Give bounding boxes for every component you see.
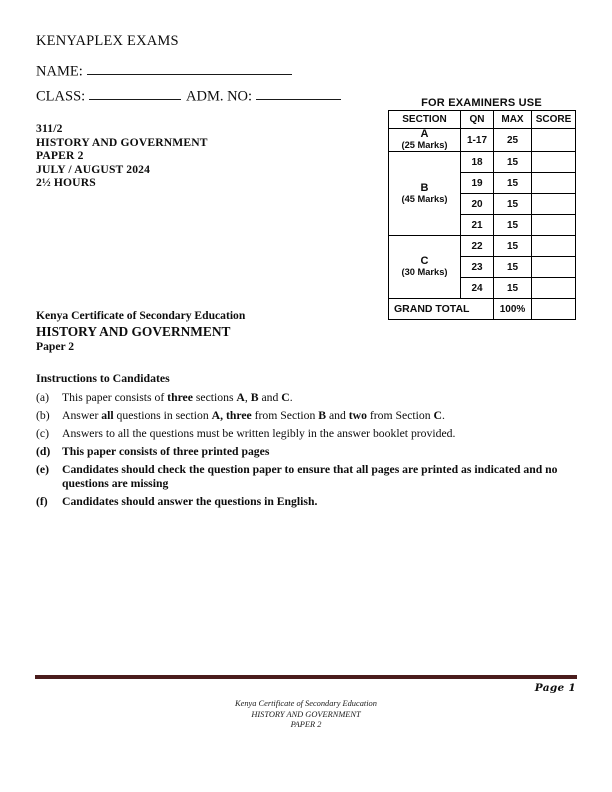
column-header-qn: QN (461, 111, 494, 129)
footer-line-2: HISTORY AND GOVERNMENT (251, 709, 361, 719)
max-marks-cell: 15 (494, 278, 532, 299)
instruction-text: Candidates should answer the questions in English. (62, 494, 318, 508)
name-input-line[interactable] (87, 62, 292, 75)
instruction-marker: (c) (36, 426, 49, 440)
question-number-cell: 19 (461, 173, 494, 194)
footer-divider (35, 675, 577, 679)
question-number-cell: 20 (461, 194, 494, 215)
instruction-marker: (e) (36, 462, 49, 476)
examiners-table-body (389, 129, 576, 320)
instructions-title: Instructions to Candidates (36, 371, 170, 385)
section-marks: (45 Marks) (401, 193, 448, 204)
max-marks-cell: 15 (494, 215, 532, 236)
column-header-section: SECTION (389, 111, 461, 129)
page-number: Page 1 (534, 682, 576, 694)
certificate-line-3: Paper 2 (36, 340, 75, 353)
score-cell[interactable] (532, 152, 576, 173)
adm-label: ADM. NO: (186, 88, 253, 105)
section-letter: C (420, 255, 429, 267)
class-label: CLASS: (36, 88, 86, 105)
paper-code-block (36, 122, 208, 190)
question-number-cell: 24 (461, 278, 494, 299)
instruction-text: This paper consists of three sections A, B and C. (62, 391, 293, 404)
max-marks-cell: 15 (494, 152, 532, 173)
score-cell[interactable] (532, 236, 576, 257)
column-header-score: SCORE (532, 111, 576, 129)
max-marks-cell: 25 (494, 129, 532, 152)
section-cell (389, 129, 461, 152)
certificate-line-2: HISTORY AND GOVERNMENT (36, 323, 231, 339)
footer-line-3: PAPER 2 (290, 720, 322, 729)
candidate-class-row (36, 87, 343, 105)
section-cell (389, 236, 461, 299)
instruction-text: Answer all questions in section A, three from Section B and two from Section C. (62, 408, 445, 422)
table-header-row (389, 111, 576, 129)
score-cell[interactable] (532, 215, 576, 236)
instruction-item (36, 427, 581, 441)
footer-caption (0, 699, 612, 731)
section-letter: B (420, 181, 429, 194)
score-cell[interactable] (532, 129, 576, 152)
certificate-block (36, 308, 245, 355)
question-number-cell: 1-17 (461, 129, 494, 152)
max-marks-cell: 15 (494, 194, 532, 215)
examiners-table-title: FOR EXAMINERS USE (421, 97, 542, 109)
score-cell[interactable] (532, 194, 576, 215)
section-marks: (25 Marks) (401, 140, 448, 150)
class-input-line[interactable] (89, 87, 181, 100)
examiners-table-block (388, 97, 575, 320)
exam-brand-title: KENYAPLEX EXAMS (36, 33, 179, 49)
question-number-cell: 23 (461, 257, 494, 278)
question-number-cell: 21 (461, 215, 494, 236)
instruction-text: Candidates should check the question paper to ensure that all pages are printed as indicated and no questions are missing (62, 462, 558, 491)
candidate-name-row (36, 62, 294, 80)
instruction-marker: (b) (36, 408, 50, 422)
instruction-item (36, 391, 581, 405)
instructions-block (36, 371, 581, 513)
column-header-max: MAX (494, 111, 532, 129)
table-row (389, 152, 576, 173)
paper-duration: 2½ HOURS (36, 176, 96, 190)
score-cell[interactable] (532, 257, 576, 278)
max-marks-cell: 15 (494, 173, 532, 194)
paper-session: JULY / AUGUST 2024 (36, 162, 151, 176)
grand-total-score[interactable] (532, 299, 576, 320)
score-cell[interactable] (532, 278, 576, 299)
section-cell (389, 152, 461, 236)
certificate-line-1: Kenya Certificate of Secondary Education (36, 309, 246, 322)
max-marks-cell: 15 (494, 257, 532, 278)
grand-total-label: GRAND TOTAL (389, 299, 494, 320)
max-marks-cell: 15 (494, 236, 532, 257)
table-row (389, 129, 576, 152)
name-label: NAME: (36, 63, 83, 80)
instructions-list (36, 391, 581, 509)
question-number-cell: 18 (461, 152, 494, 173)
instruction-item (36, 409, 581, 423)
adm-input-line[interactable] (256, 87, 341, 100)
score-cell[interactable] (532, 173, 576, 194)
paper-number: PAPER 2 (36, 149, 84, 163)
table-row (389, 236, 576, 257)
question-number-cell: 22 (461, 236, 494, 257)
instruction-text: Answers to all the questions must be written legibly in the answer booklet provided. (62, 426, 456, 440)
paper-subject: HISTORY AND GOVERNMENT (36, 135, 208, 149)
instruction-item (36, 463, 581, 492)
instruction-item (36, 495, 581, 509)
footer-line-1: Kenya Certificate of Secondary Education (235, 699, 377, 708)
examiners-table (388, 110, 576, 320)
instruction-marker: (a) (36, 391, 49, 404)
grand-total-max: 100% (494, 299, 532, 320)
paper-code: 311/2 (36, 122, 63, 135)
grand-total-row (389, 299, 576, 320)
instruction-marker: (f) (36, 494, 48, 508)
section-letter: A (420, 128, 429, 140)
instruction-text: This paper consists of three printed pages (62, 444, 270, 458)
instruction-marker: (d) (36, 444, 51, 458)
instruction-item (36, 445, 581, 459)
section-marks: (30 Marks) (401, 267, 448, 277)
